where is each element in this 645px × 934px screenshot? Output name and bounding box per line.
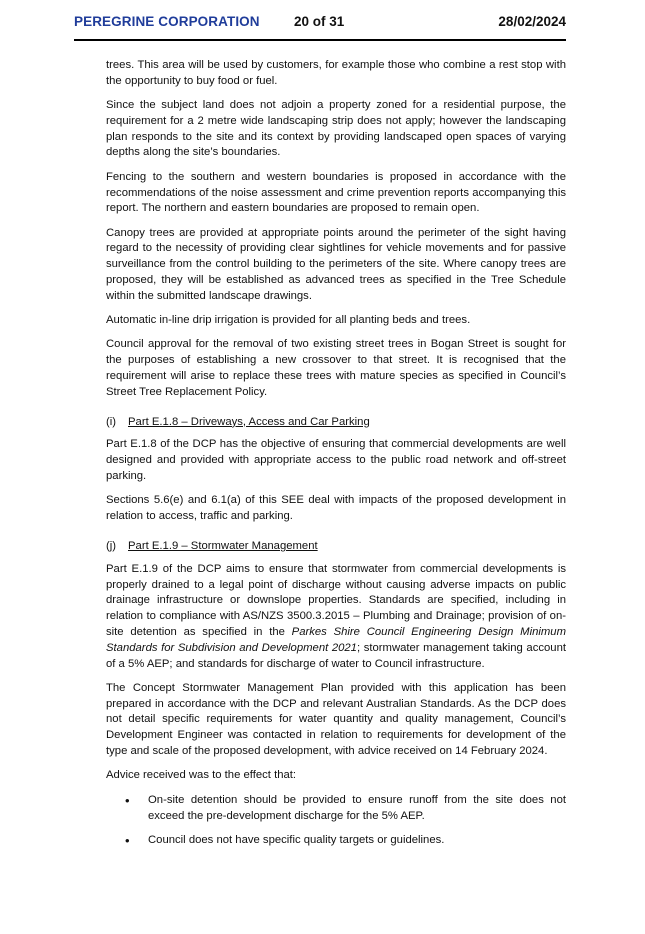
- paragraph: Fencing to the southern and western boundaries is proposed in accordance with the recommendations of the noise assessment and crime prevention reports accompanying this report. The northern and eastern boundaries are proposed to remain open.: [106, 170, 566, 215]
- paragraph: Since the subject land does not adjoin a property zoned for a residential purpose, the requirement for a 2 metre wide landscaping strip does not apply; however the landscaping plan responds to the site and its context by providing landscaped open spaces of varying depths along the site’s boundaries.: [106, 99, 566, 159]
- document-date: 28/02/2024: [498, 14, 566, 29]
- paragraph: The Concept Stormwater Management Plan provided with this application has been prepared in accordance with the DCP and relevant Australian Standards. As the DCP does not detail specific requirements for water quantity and quality management, Council’s Development Engineer was contacted in relation to requirements for development of the type and scale of the proposed development, with advice received on 14 February 2024.: [106, 681, 566, 757]
- section-number: (i): [106, 415, 117, 428]
- paragraph-text: Part E.1.9 of the DCP aims to ensure that stormwater from commercial developments is properly drained to a legal point of discharge without causing adverse impacts on public drainage infrastructure or downslope properties. Standards are specified, including in relation to compliance with AS/NZS 3500.3.2015 – Plumbing and Drainage; provision of on-site detention as specified in the: [106, 562, 566, 638]
- paragraph: Sections 5.6(e) and 6.1(a) of this SEE deal with impacts of the proposed development in relation to access, traffic and parking.: [106, 494, 566, 523]
- page-number: 20 of 31: [294, 14, 345, 29]
- document-body: [106, 58, 566, 856]
- paragraph: trees. This area will be used by customers, for example those who combine a rest stop with the opportunity to buy food or fuel.: [106, 59, 566, 87]
- header-divider: [74, 39, 566, 41]
- paragraph: Automatic in-line drip irrigation is provided for all planting beds and trees.: [106, 314, 471, 327]
- paragraph-text: ; stormwater management taking account of a 5% AEP; and standards for discharge of water to Council infrastructure.: [106, 641, 566, 670]
- section-heading-j: [106, 539, 566, 555]
- standard-title: Parkes Shire Council Engineering Design Minimum Standards for Subdivision and Development 2021: [106, 625, 566, 654]
- advice-list: [106, 793, 566, 848]
- section-heading-i: [106, 415, 566, 431]
- section-title: Part E.1.8 – Driveways, Access and Car Parking: [128, 415, 370, 428]
- list-item: • On-site detention should be provided to ensure runoff from the site does not exceed the pre-development discharge for the 5% AEP.: [106, 793, 566, 825]
- paragraph: Advice received was to the effect that:: [106, 769, 297, 782]
- paragraph: Council approval for the removal of two existing street trees in Bogan Street is sought for the purposes of establishing a new crossover to that street. It is recognised that the requirement will arise to replace these trees with mature species as specified in Council’s Street Tree Replacement Policy.: [106, 338, 566, 398]
- list-item: • Council does not have specific quality targets or guidelines.: [106, 833, 566, 849]
- section-title: Part E.1.9 – Stormwater Management: [128, 539, 318, 552]
- paragraph: Canopy trees are provided at appropriate points around the perimeter of the sight having regard to the necessity of providing clear sightlines for vehicle movements and for passive surveillance from the control building to the perimeters of the site. Where canopy trees are proposed, they will be established as advanced trees as specified in the Tree Schedule within the submitted landscape drawings.: [106, 226, 566, 302]
- page-header: [74, 14, 566, 34]
- paragraph: Part E.1.8 of the DCP has the objective of ensuring that commercial developments are well designed and provided with appropriate access to the public road network and off-street parking.: [106, 438, 566, 483]
- company-name: PEREGRINE CORPORATION: [74, 14, 260, 29]
- section-number: (j): [106, 539, 117, 552]
- paragraph: [106, 562, 566, 673]
